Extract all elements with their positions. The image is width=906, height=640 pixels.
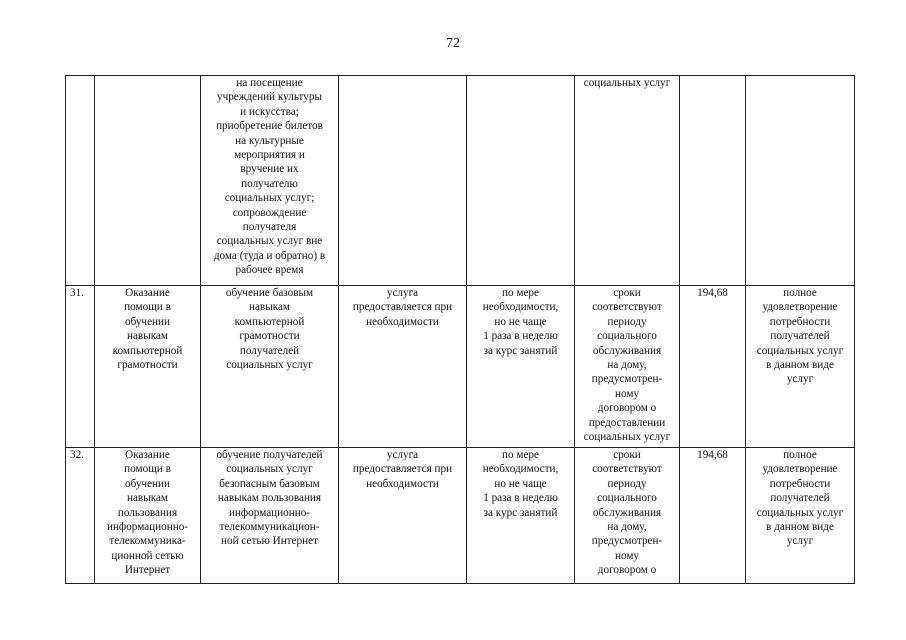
frequency-cell <box>467 286 575 448</box>
provision-cell <box>339 76 467 286</box>
frequency: по мере необходимости, но не чаще 1 раза в неделю за курс занятий <box>482 449 559 519</box>
service-content-cell <box>201 286 339 448</box>
cost-cell <box>680 286 746 448</box>
service-name-cell <box>95 76 201 286</box>
terms-cell <box>575 286 680 448</box>
frequency-cell <box>467 76 575 286</box>
terms-cell <box>575 76 680 286</box>
provision-conditions: услуга предоставляется при необходимости <box>352 287 453 328</box>
services-table <box>65 75 855 584</box>
row-number: 32. <box>70 449 84 461</box>
terms: сроки соответствуют периоду социального обслуживания на дому, предусмотрен- ному договором о <box>591 449 663 577</box>
page-number: 72 <box>446 36 460 51</box>
quality-cell <box>746 448 855 584</box>
quality-indicator: полное удовлетворение потребности получателей социальных услуг в данном виде услуг <box>756 449 844 548</box>
frequency: по мере необходимости, но не чаще 1 раза в неделю за курс занятий <box>482 287 559 357</box>
quality-indicator: полное удовлетворение потребности получателей социальных услуг в данном виде услуг <box>756 287 844 386</box>
terms-cell <box>575 448 680 584</box>
row-number-cell <box>66 448 95 584</box>
terms: сроки соответствуют периоду социального обслуживания на дому, предусмотрен- ному договором о предоставлении социальных услуг <box>583 287 671 444</box>
table-row <box>66 76 855 286</box>
provision-cell <box>339 448 467 584</box>
cost: 194,68 <box>697 449 728 461</box>
service-content: на посещение учреждений культуры и искусства; приобретение билетов на культурные мероприятия и вручение их получателю социальных услуг; сопровождение получателя социальных услуг вне дома (туда и обратно) в рабочее время <box>213 77 326 277</box>
service-content: обучение базовым навыкам компьютерной грамотности получателей социальных услуг <box>225 287 314 372</box>
service-content-cell <box>201 448 339 584</box>
service-content-cell <box>201 76 339 286</box>
service-name-cell <box>95 448 201 584</box>
frequency-cell <box>467 448 575 584</box>
row-number-cell <box>66 286 95 448</box>
row-number: 31. <box>70 287 84 299</box>
service-name-cell <box>95 286 201 448</box>
cost-cell <box>680 448 746 584</box>
service-name: Оказание помощи в обучении навыкам компьютерной грамотности <box>112 287 183 372</box>
cost-cell <box>680 76 746 286</box>
provision-cell <box>339 286 467 448</box>
terms: социальных услуг <box>583 77 671 89</box>
quality-cell <box>746 286 855 448</box>
quality-cell <box>746 76 855 286</box>
table-row <box>66 286 855 448</box>
row-number-cell <box>66 76 95 286</box>
service-content: обучение получателей социальных услуг безопасным базовым навыкам пользования информационно- телекоммуникацион- ной сетью Интернет <box>216 449 323 548</box>
provision-conditions: услуга предоставляется при необходимости <box>352 449 453 490</box>
cost: 194,68 <box>697 287 728 299</box>
service-name: Оказание помощи в обучении навыкам пользования информационно- телекоммуника- ционной сетью Интернет <box>106 449 189 577</box>
table-row <box>66 448 855 584</box>
